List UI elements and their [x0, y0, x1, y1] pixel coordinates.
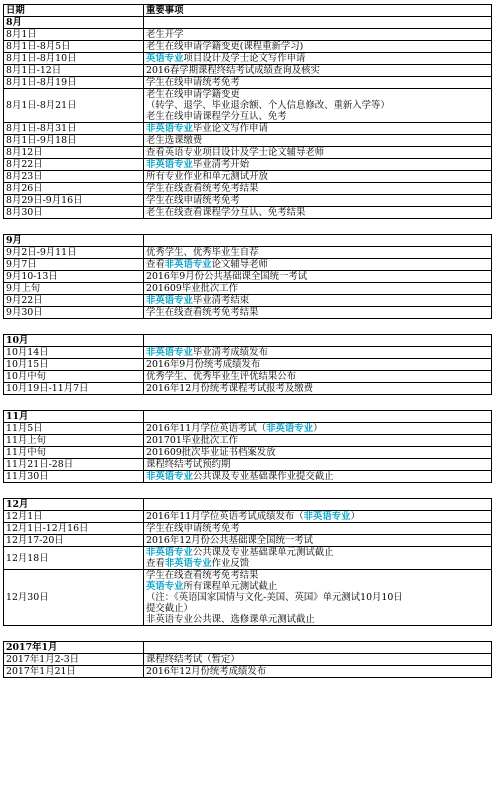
- major-highlight: 非英语专业: [146, 159, 193, 170]
- item-text: 2016年12月份统考成绩发布: [146, 666, 267, 677]
- date-cell: 12月18日: [4, 547, 144, 570]
- date-cell: 12月17-20日: [4, 535, 144, 547]
- item-line: [146, 359, 489, 370]
- schedule-row: [4, 41, 492, 53]
- item-text: 课程终结考试预约期: [146, 459, 231, 470]
- item-line: [146, 447, 489, 458]
- schedule-row: [4, 447, 492, 459]
- schedule-row: [4, 183, 492, 195]
- date-cell: 8月29日-9月16日: [4, 195, 144, 207]
- item-text: （注：《英语国家国情与文化-美国、英国》单元测试10月10日: [146, 592, 403, 603]
- item-line: [146, 558, 489, 569]
- month-row: [4, 235, 492, 247]
- item-line: [146, 247, 489, 258]
- item-line: [146, 423, 489, 434]
- item-line: [146, 77, 489, 88]
- date-cell: 8月1日-8月19日: [4, 77, 144, 89]
- major-highlight: 非英语专业: [164, 558, 212, 569]
- item-text: 老生在线申请课程学分互认、免考: [146, 111, 287, 122]
- month-row-blank: [144, 411, 492, 423]
- item-line: [146, 207, 489, 218]
- schedule-row: [4, 666, 492, 678]
- item-text: 毕业论文写作申请: [192, 123, 268, 134]
- date-cell: 8月1日-8月31日: [4, 123, 144, 135]
- item-text: 2016年11月学位英语考试（: [146, 423, 267, 434]
- schedule-row: [4, 89, 492, 123]
- section-spacer: [4, 319, 492, 335]
- item-line: [146, 592, 489, 603]
- item-cell: [144, 207, 492, 219]
- item-cell: [144, 89, 492, 123]
- item-cell: [144, 435, 492, 447]
- date-cell: 11月5日: [4, 423, 144, 435]
- schedule-row: [4, 77, 492, 89]
- item-cell: [144, 159, 492, 171]
- spacer-cell: [144, 483, 492, 499]
- schedule-row: [4, 523, 492, 535]
- date-cell: 8月1日-9月18日: [4, 135, 144, 147]
- schedule-row: [4, 259, 492, 271]
- schedule-row: [4, 459, 492, 471]
- month-label: 11月: [4, 411, 144, 423]
- item-text: 学生在线申请统考免考: [146, 523, 240, 534]
- item-cell: [144, 383, 492, 395]
- item-line: [146, 654, 489, 665]
- item-cell: [144, 77, 492, 89]
- header-row: [4, 5, 492, 17]
- spacer-cell: [144, 319, 492, 335]
- item-line: [146, 523, 489, 534]
- schedule-row: [4, 471, 492, 483]
- date-cell: 9月7日: [4, 259, 144, 271]
- item-line: [146, 195, 489, 206]
- item-cell: [144, 65, 492, 77]
- date-cell: 12月1日-12月16日: [4, 523, 144, 535]
- item-line: [146, 147, 489, 158]
- date-cell: 10月19日-11月7日: [4, 383, 144, 395]
- item-text: 2016年11月学位英语考试成绩发布（: [146, 511, 304, 522]
- item-line: [146, 614, 489, 625]
- schedule-row: [4, 123, 492, 135]
- item-line: [146, 511, 489, 522]
- date-cell: 9月30日: [4, 307, 144, 319]
- item-text: 老生选课缴费: [146, 135, 203, 146]
- month-label: 12月: [4, 499, 144, 511]
- item-text: 201609毕业批次工作: [146, 283, 239, 294]
- spacer-cell: [4, 395, 144, 411]
- item-text: 2016年9月份统考成绩发布: [146, 359, 261, 370]
- schedule-body: [4, 17, 492, 678]
- item-text: 学生在线申请统考免考: [146, 77, 240, 88]
- item-line: [146, 171, 489, 182]
- item-cell: [144, 423, 492, 435]
- item-line: [146, 666, 489, 677]
- schedule-row: [4, 147, 492, 159]
- item-text: 提交截止）: [146, 603, 193, 614]
- schedule-row: [4, 347, 492, 359]
- item-text: 201609批次毕业证书档案发放: [146, 447, 276, 458]
- item-line: [146, 111, 489, 122]
- item-cell: [144, 195, 492, 207]
- item-text: 优秀学生、优秀毕业生自荐: [146, 247, 259, 258]
- major-highlight: 非英语专业: [146, 347, 193, 358]
- item-text: 课程终结考试（暂定）: [146, 654, 240, 665]
- schedule-row: [4, 283, 492, 295]
- date-cell: 9月上旬: [4, 283, 144, 295]
- item-line: [146, 259, 489, 270]
- item-cell: [144, 471, 492, 483]
- schedule-row: [4, 295, 492, 307]
- schedule-row: [4, 159, 492, 171]
- item-text: 所有专业作业和单元测试开放: [146, 171, 268, 182]
- schedule-row: [4, 383, 492, 395]
- major-highlight: 非英语专业: [146, 471, 193, 482]
- item-text: 作业反馈: [211, 558, 250, 569]
- major-highlight: 非英语专业: [146, 123, 193, 134]
- item-line: [146, 271, 489, 282]
- item-line: [146, 100, 489, 111]
- item-cell: [144, 29, 492, 41]
- date-cell: 10月中旬: [4, 371, 144, 383]
- item-text: 学生在线查看统考免考结果: [146, 307, 259, 318]
- item-cell: [144, 171, 492, 183]
- section-spacer: [4, 395, 492, 411]
- month-row: [4, 335, 492, 347]
- item-text: 2016年12月份公共基础课全国统一考试: [146, 535, 314, 546]
- item-cell: [144, 183, 492, 195]
- month-row-blank: [144, 17, 492, 29]
- item-cell: [144, 447, 492, 459]
- item-cell: [144, 570, 492, 626]
- date-cell: 8月12日: [4, 147, 144, 159]
- item-cell: [144, 271, 492, 283]
- item-line: [146, 435, 489, 446]
- item-text: ）: [350, 511, 360, 522]
- item-text: 公共课及专业基础课作业提交截止: [192, 471, 334, 482]
- item-line: [146, 29, 489, 40]
- date-cell: 9月22日: [4, 295, 144, 307]
- item-line: [146, 535, 489, 546]
- date-cell: 10月15日: [4, 359, 144, 371]
- schedule-row: [4, 435, 492, 447]
- date-cell: 8月1日-8月10日: [4, 53, 144, 65]
- item-cell: [144, 247, 492, 259]
- major-highlight: 非英语专业: [146, 547, 193, 558]
- item-line: [146, 307, 489, 318]
- item-text: 老生在线申请学籍变更(课程重新学习): [146, 41, 304, 52]
- month-label: 8月: [4, 17, 144, 29]
- date-cell: 11月中旬: [4, 447, 144, 459]
- item-cell: [144, 135, 492, 147]
- date-cell: 12月1日: [4, 511, 144, 523]
- item-text: 查看英语专业项目设计及学士论文辅导老师: [146, 147, 325, 158]
- month-row-blank: [144, 335, 492, 347]
- schedule-row: [4, 195, 492, 207]
- date-cell: 2017年1月21日: [4, 666, 144, 678]
- date-cell: 8月23日: [4, 171, 144, 183]
- schedule-row: [4, 371, 492, 383]
- month-label: 10月: [4, 335, 144, 347]
- item-cell: [144, 123, 492, 135]
- month-row: [4, 642, 492, 654]
- month-row: [4, 17, 492, 29]
- item-cell: [144, 147, 492, 159]
- item-line: [146, 547, 489, 558]
- spacer-cell: [4, 219, 144, 235]
- date-cell: 2017年1月2-3日: [4, 654, 144, 666]
- schedule-row: [4, 535, 492, 547]
- item-text: 2016年12月份统考课程考试报考及缴费: [146, 383, 314, 394]
- schedule-row: [4, 654, 492, 666]
- item-text: （转学、退学、毕业退余额、个人信息修改、重新入学等）: [146, 100, 390, 111]
- schedule-table: [3, 4, 492, 678]
- schedule-row: [4, 570, 492, 626]
- item-cell: [144, 535, 492, 547]
- spacer-cell: [144, 219, 492, 235]
- month-row-blank: [144, 235, 492, 247]
- major-highlight: 英语专业: [146, 53, 184, 64]
- date-cell: 8月1日-12日: [4, 65, 144, 77]
- item-line: [146, 123, 489, 134]
- schedule-row: [4, 271, 492, 283]
- schedule-row: [4, 171, 492, 183]
- item-text: 非英语专业公共课、选修课单元测试截止: [146, 614, 315, 625]
- section-spacer: [4, 219, 492, 235]
- section-spacer: [4, 483, 492, 499]
- major-highlight: 非英语专业: [146, 295, 193, 306]
- schedule-row: [4, 547, 492, 570]
- item-cell: [144, 347, 492, 359]
- item-cell: [144, 359, 492, 371]
- date-cell: 10月14日: [4, 347, 144, 359]
- item-line: [146, 459, 489, 470]
- item-text: ）: [313, 423, 323, 434]
- month-label: 9月: [4, 235, 144, 247]
- item-text: 老生开学: [146, 29, 184, 40]
- item-line: [146, 283, 489, 294]
- date-cell: 11月上旬: [4, 435, 144, 447]
- date-cell: 8月30日: [4, 207, 144, 219]
- item-cell: [144, 307, 492, 319]
- major-highlight: 非英语专业: [303, 511, 351, 522]
- item-text: 老生在线申请学籍变更: [146, 89, 240, 100]
- item-text: 学生在线查看统考免考结果: [146, 183, 259, 194]
- item-line: [146, 383, 489, 394]
- item-line: [146, 603, 489, 614]
- item-line: [146, 295, 489, 306]
- item-text: 201701毕业批次工作: [146, 435, 239, 446]
- date-cell: 12月30日: [4, 570, 144, 626]
- major-highlight: 非英语专业: [266, 423, 314, 434]
- spacer-cell: [4, 319, 144, 335]
- date-cell: 9月10-13日: [4, 271, 144, 283]
- item-line: [146, 347, 489, 358]
- major-highlight: 非英语专业: [164, 259, 212, 270]
- item-text: 论文辅导老师: [211, 259, 268, 270]
- date-cell: 11月21日-28日: [4, 459, 144, 471]
- item-text: 老生在线查看课程学分互认、免考结果: [146, 207, 306, 218]
- item-cell: [144, 53, 492, 65]
- item-cell: [144, 511, 492, 523]
- schedule-row: [4, 135, 492, 147]
- header-item: 重要事项: [144, 5, 492, 17]
- month-row: [4, 411, 492, 423]
- item-text: 2016年9月份公共基础课全国统一考试: [146, 271, 308, 282]
- date-cell: 8月1日-8月21日: [4, 89, 144, 123]
- month-row-blank: [144, 499, 492, 511]
- item-text: 学生在线申请统考免考: [146, 195, 240, 206]
- spacer-cell: [4, 483, 144, 499]
- item-cell: [144, 259, 492, 271]
- item-text: 项目设计及学士论文写作申请: [183, 53, 306, 64]
- item-cell: [144, 547, 492, 570]
- spacer-cell: [144, 395, 492, 411]
- item-line: [146, 471, 489, 482]
- item-text: 所有课程单元测试截止: [183, 581, 278, 592]
- item-line: [146, 581, 489, 592]
- section-spacer: [4, 626, 492, 642]
- item-text: 公共课及专业基础课单元测试截止: [192, 547, 334, 558]
- major-highlight: 英语专业: [146, 581, 184, 592]
- item-cell: [144, 41, 492, 53]
- schedule-row: [4, 207, 492, 219]
- date-cell: 8月22日: [4, 159, 144, 171]
- date-cell: 11月30日: [4, 471, 144, 483]
- date-cell: 9月2日-9月11日: [4, 247, 144, 259]
- item-cell: [144, 459, 492, 471]
- item-text: 毕业清考开始: [192, 159, 250, 170]
- item-text: 优秀学生、优秀毕业生评优结果公布: [146, 371, 297, 382]
- item-line: [146, 53, 489, 64]
- schedule-row: [4, 307, 492, 319]
- header-date: 日期: [4, 5, 144, 17]
- schedule-row: [4, 29, 492, 41]
- item-line: [146, 159, 489, 170]
- schedule-row: [4, 247, 492, 259]
- item-line: [146, 570, 489, 581]
- item-line: [146, 41, 489, 52]
- date-cell: 8月26日: [4, 183, 144, 195]
- item-text: 查看: [146, 259, 165, 270]
- spacer-cell: [144, 626, 492, 642]
- month-label: 2017年1月: [4, 642, 144, 654]
- month-row-blank: [144, 642, 492, 654]
- schedule-row: [4, 423, 492, 435]
- schedule-row: [4, 359, 492, 371]
- spacer-cell: [4, 626, 144, 642]
- item-cell: [144, 371, 492, 383]
- item-cell: [144, 666, 492, 678]
- item-line: [146, 135, 489, 146]
- date-cell: 8月1日: [4, 29, 144, 41]
- item-text: 2016春学期课程终结考试成绩查询及核实: [146, 65, 320, 76]
- schedule-row: [4, 53, 492, 65]
- item-cell: [144, 523, 492, 535]
- item-text: 学生在线查看统考免考结果: [146, 570, 259, 581]
- item-line: [146, 183, 489, 194]
- item-line: [146, 371, 489, 382]
- item-cell: [144, 283, 492, 295]
- date-cell: 8月1日-8月5日: [4, 41, 144, 53]
- item-line: [146, 89, 489, 100]
- month-row: [4, 499, 492, 511]
- item-text: 毕业清考成绩发布: [192, 347, 268, 358]
- item-cell: [144, 295, 492, 307]
- item-text: 毕业清考结束: [192, 295, 250, 306]
- item-cell: [144, 654, 492, 666]
- item-line: [146, 65, 489, 76]
- schedule-row: [4, 65, 492, 77]
- item-text: 查看: [146, 558, 165, 569]
- schedule-row: [4, 511, 492, 523]
